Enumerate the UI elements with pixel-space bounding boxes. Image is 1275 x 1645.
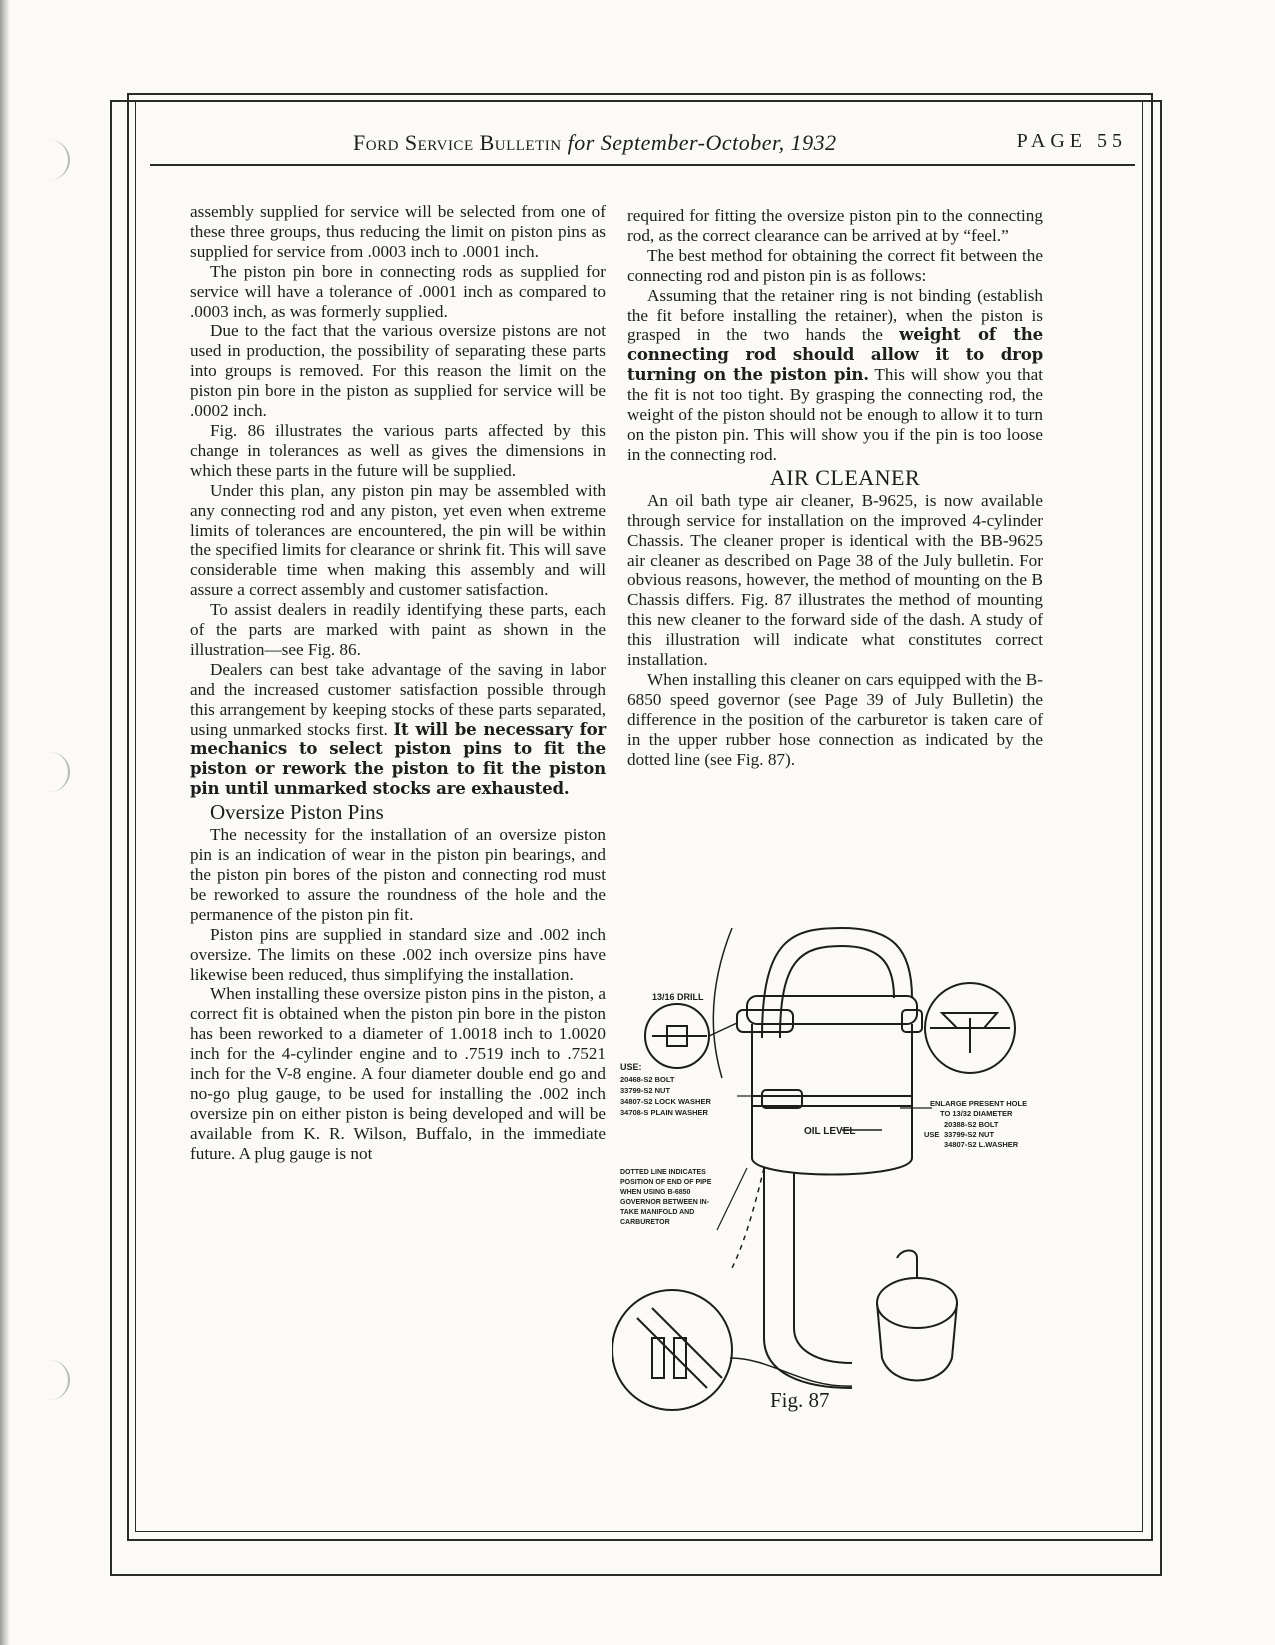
paragraph: An oil bath type air cleaner, B-9625, is now available through service for installation on the improved 4-cylinder Chassis. The cleaner proper is identical with the BB-9625 air cleaner as described on Page 38 of the July bulletin. For obvious reasons, however, the method of mounting on the B Chassis differs. Fig. 87 illustrates the method of mounting this new cleaner to the forward side of the dash. A study of this illustration will indicate what constitutes correct installation. xyxy=(627,490,1043,670)
dotted-note-1: DOTTED LINE INDICATES xyxy=(620,1169,706,1176)
paragraph-text: This will show you that the fit is not too tight. By grasping the connecting rod, the weight of the piston should not be enough to allow it to turn on the piston pin. This will show you if the pin is too loose in the connecting rod. xyxy=(627,365,1043,464)
paragraph: To assist dealers in readily identifying these parts, each of the parts are marked with paint as shown in the illustration—see Fig. 86. xyxy=(190,600,606,659)
cleaner-body xyxy=(752,1024,912,1175)
enlarge-note-1: ENLARGE PRESENT HOLE xyxy=(930,1099,1028,1108)
carburetor-top xyxy=(877,1278,957,1328)
paragraph-text: Dealers can best take advantage of the saving in labor and the increased customer satisfaction possible through this arrangement by keeping stocks of these parts separated, using unmarked stocks first. xyxy=(190,659,606,739)
paragraph xyxy=(627,286,1043,465)
drill-label: 13/16 DRILL xyxy=(652,992,704,1002)
intake-pipe-top xyxy=(762,928,912,1038)
publication-name: Ford Service Bulletin xyxy=(353,130,562,155)
right-part-1: 20388-S2 BOLT xyxy=(944,1120,999,1129)
section-heading-oversize-piston-pins: Oversize Piston Pins xyxy=(210,800,384,825)
right-column xyxy=(627,206,1043,769)
paragraph: Due to the fact that the various oversize pistons are not used in production, the possibility of separating these parts into groups is removed. For this reason the limit on the piston pin bore in the piston as supplied for service will be .0002 inch. xyxy=(190,321,606,421)
paragraph: The best method for obtaining the correct fit between the connecting rod and piston pin is as follows: xyxy=(627,245,1043,285)
paragraph-text: Assuming that the retainer ring is not binding (establish the fit before installing the retainer), when the piston is grasped in the two hands the xyxy=(627,285,1043,345)
punch-hole-bottom xyxy=(32,1360,70,1400)
enlarge-note-2: TO 13/32 DIAMETER xyxy=(940,1109,1013,1118)
punch-hole-middle xyxy=(32,752,70,792)
left-part-1: 20468-S2 BOLT xyxy=(620,1075,675,1084)
paragraph: Fig. 86 illustrates the various parts affected by this change in tolerances as well as gives the dimensions in which these parts in the future will be supplied. xyxy=(190,420,606,480)
left-part-4: 34708-S PLAIN WASHER xyxy=(620,1108,708,1117)
mounting-bracket-upper xyxy=(737,1010,793,1032)
figure-caption: Fig. 87 xyxy=(770,1388,830,1412)
dash-outline xyxy=(713,928,732,1078)
left-part-2: 33799-S2 NUT xyxy=(620,1086,671,1095)
page-number: PAGE 55 xyxy=(1016,130,1127,152)
dotted-note-3: WHEN USING B-6850 xyxy=(620,1189,691,1196)
dotted-note-5: TAKE MANIFOLD AND xyxy=(620,1209,695,1216)
dotted-note-4: GOVERNOR BETWEEN IN- xyxy=(620,1199,710,1206)
bold-instruction: weight of the connecting rod should allow it to drop turning on the piston pin. xyxy=(627,324,1043,385)
punch-hole-top xyxy=(32,140,70,180)
right-part-2: 33799-S2 NUT xyxy=(944,1130,995,1139)
section-heading-air-cleaner: AIR CLEANER xyxy=(769,464,921,490)
paragraph: Piston pins are supplied in standard size and .002 inch oversize. The limits on these .002 inch oversize pins have likewise been reduced, thus simplifying the installation. xyxy=(190,924,606,984)
dotted-note-6: CARBURETOR xyxy=(620,1219,670,1226)
issue-date: for September-October, 1932 xyxy=(567,130,837,155)
use-label: USE: xyxy=(620,1062,642,1072)
air-cleaner-illustration xyxy=(612,918,1052,1418)
right-use-label: USE xyxy=(924,1130,940,1139)
paragraph: The necessity for the installation of an oversize piston pin is an indication of wear in the piston pin bearings, and the piston pin bores of the piston and connecting rod must be reworked to assure the roundness of the hole and the permanence of the piston pin fit. xyxy=(190,825,606,924)
paragraph: Under this plan, any piston pin may be assembled with any connecting rod and any piston, yet even when extreme limits of tolerances are encountered, the pin will be within the specified limits for clearance or shrink fit. This will save considerable time when making this assembly and will assure a correct assembly and customer satisfaction. xyxy=(190,480,606,600)
paragraph: required for fitting the oversize piston pin to the connecting rod, as the correct clearance can be arrived at by “feel.” xyxy=(627,206,1043,245)
paragraph: assembly supplied for service will be selected from one of these three groups, thus reducing the limit on piston pins as supplied for service from .0003 inch to .0001 inch. xyxy=(190,202,606,261)
publication-title xyxy=(353,130,837,156)
paragraph xyxy=(190,660,606,799)
paragraph: The piston pin bore in connecting rods as supplied for service will have a tolerance of .0001 inch as compared to .0003 inch, as was formerly supplied. xyxy=(190,261,606,321)
paragraph: When installing these oversize piston pins in the piston, a correct fit is obtained when the piston pin bore in the piston has been reworked to a diameter of 1.0018 inch to 1.0020 inch for the 4-cylinder engine and to .7519 inch to .7521 inch for the V-8 engine. A four diameter double end go and no-go plug gauge, to be used for installing the .002 inch oversize pin on either piston is being developed and will be available from K. R. Wilson, Buffalo, in the immediate future. A plug gauge is not xyxy=(190,984,606,1163)
dotted-note-2: POSITION OF END OF PIPE xyxy=(620,1179,712,1186)
left-column xyxy=(190,202,606,1164)
page-header xyxy=(150,128,1135,166)
governor-detail-circle xyxy=(612,1290,732,1410)
outlet-pipe xyxy=(764,1168,852,1388)
bold-notice: It will be necessary for mechanics to select piston pins to fit the piston or rework the piston to fit the piston pin until unmarked stocks are exhausted. xyxy=(190,718,606,799)
right-part-3: 34807-S2 L.WASHER xyxy=(944,1140,1019,1149)
dotted-pipe-position xyxy=(732,1168,764,1268)
left-part-3: 34807-S2 LOCK WASHER xyxy=(620,1097,711,1106)
carburetor-bowl xyxy=(877,1303,957,1381)
oil-level-label: OIL LEVEL xyxy=(804,1126,856,1137)
paragraph: When installing this cleaner on cars equipped with the B-6850 speed governor (see Page 39 of July Bulletin) the difference in the position of the carburetor is taken care of in the upper rubber hose connection as indicated by the dotted line (see Fig. 87). xyxy=(627,669,1043,769)
binder-edge xyxy=(0,0,10,1645)
